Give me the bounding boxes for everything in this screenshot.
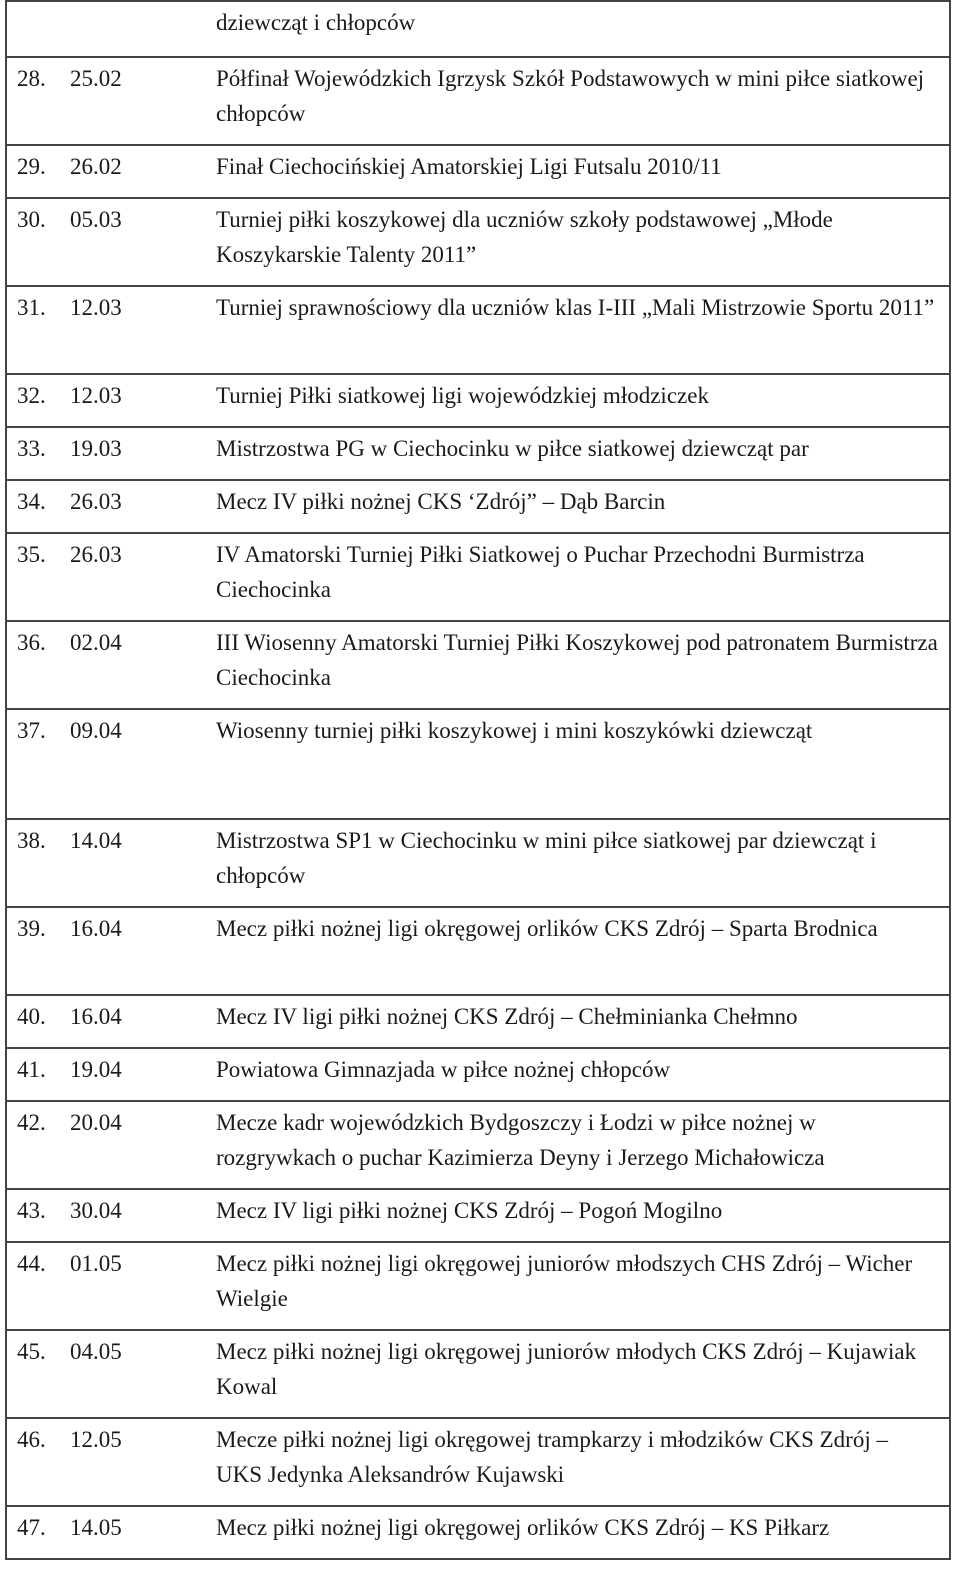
row-number: 36. — [6, 621, 66, 709]
row-date: 16.04 — [66, 907, 206, 995]
row-number: 37. — [6, 709, 66, 819]
row-event-description: Mecz piłki nożnej ligi okręgowej juniorów młodszych CHS Zdrój – Wicher Wielgie — [206, 1242, 950, 1330]
table-row — [6, 907, 950, 995]
events-table — [5, 0, 951, 1560]
table-row — [6, 198, 950, 286]
row-number: 40. — [6, 995, 66, 1048]
row-event-description: Mistrzostwa SP1 w Ciechocinku w mini piłce siatkowej par dziewcząt i chłopców — [206, 819, 950, 907]
row-event-description: Mecze kadr wojewódzkich Bydgoszczy i Łodzi w piłce nożnej w rozgrywkach o puchar Kazimierza Deyny i Jerzego Michałowicza — [206, 1101, 950, 1189]
table-row — [6, 1330, 950, 1418]
row-event-description: Mecz piłki nożnej ligi okręgowej juniorów młodych CKS Zdrój – Kujawiak Kowal — [206, 1330, 950, 1418]
row-event-description: Finał Ciechocińskiej Amatorskiej Ligi Futsalu 2010/11 — [206, 145, 950, 198]
row-date: 19.03 — [66, 427, 206, 480]
table-row — [6, 286, 950, 374]
row-date: 26.02 — [66, 145, 206, 198]
table-row — [6, 374, 950, 427]
row-number: 45. — [6, 1330, 66, 1418]
row-event-description: Turniej Piłki siatkowej ligi wojewódzkiej młodziczek — [206, 374, 950, 427]
row-date: 26.03 — [66, 533, 206, 621]
table-row — [6, 709, 950, 819]
row-date: 26.03 — [66, 480, 206, 533]
row-event-description: Turniej piłki koszykowej dla uczniów szkoły podstawowej „Młode Koszykarskie Talenty 2011” — [206, 198, 950, 286]
row-event-description: Mistrzostwa PG w Ciechocinku w piłce siatkowej dziewcząt par — [206, 427, 950, 480]
row-date: 25.02 — [66, 57, 206, 145]
row-event-description: Półfinał Wojewódzkich Igrzysk Szkół Podstawowych w mini piłce siatkowej chłopców — [206, 57, 950, 145]
row-event-description: Mecz IV ligi piłki nożnej CKS Zdrój – Chełminianka Chełmno — [206, 995, 950, 1048]
row-event-description: IV Amatorski Turniej Piłki Siatkowej o Puchar Przechodni Burmistrza Ciechocinka — [206, 533, 950, 621]
row-number: 44. — [6, 1242, 66, 1330]
row-event-description: Turniej sprawnościowy dla uczniów klas I-III „Mali Mistrzowie Sportu 2011” — [206, 286, 950, 374]
table-row — [6, 1242, 950, 1330]
row-number: 43. — [6, 1189, 66, 1242]
row-date: 12.05 — [66, 1418, 206, 1506]
row-date: 12.03 — [66, 374, 206, 427]
row-date — [66, 1, 206, 57]
row-number: 34. — [6, 480, 66, 533]
table-row — [6, 1189, 950, 1242]
row-number: 29. — [6, 145, 66, 198]
row-number: 35. — [6, 533, 66, 621]
table-row — [6, 1418, 950, 1506]
row-date: 14.05 — [66, 1506, 206, 1559]
row-date: 14.04 — [66, 819, 206, 907]
table-row — [6, 995, 950, 1048]
events-table-body — [6, 1, 950, 1559]
row-number: 47. — [6, 1506, 66, 1559]
row-number: 33. — [6, 427, 66, 480]
row-number: 42. — [6, 1101, 66, 1189]
row-event-description: dziewcząt i chłopców — [206, 1, 950, 57]
row-date: 01.05 — [66, 1242, 206, 1330]
table-row — [6, 819, 950, 907]
row-date: 20.04 — [66, 1101, 206, 1189]
row-date: 12.03 — [66, 286, 206, 374]
table-row — [6, 145, 950, 198]
row-date: 05.03 — [66, 198, 206, 286]
row-event-description: III Wiosenny Amatorski Turniej Piłki Koszykowej pod patronatem Burmistrza Ciechocinka — [206, 621, 950, 709]
table-row — [6, 621, 950, 709]
row-event-description: Wiosenny turniej piłki koszykowej i mini koszykówki dziewcząt — [206, 709, 950, 819]
row-number: 31. — [6, 286, 66, 374]
row-event-description: Mecz IV piłki nożnej CKS ‘Zdrój” – Dąb Barcin — [206, 480, 950, 533]
row-number: 41. — [6, 1048, 66, 1101]
row-event-description: Mecz piłki nożnej ligi okręgowej orlików CKS Zdrój – Sparta Brodnica — [206, 907, 950, 995]
row-date: 19.04 — [66, 1048, 206, 1101]
table-row — [6, 1048, 950, 1101]
table-row — [6, 1101, 950, 1189]
row-number: 32. — [6, 374, 66, 427]
table-row — [6, 533, 950, 621]
table-row — [6, 1, 950, 57]
row-event-description: Mecz piłki nożnej ligi okręgowej orlików CKS Zdrój – KS Piłkarz — [206, 1506, 950, 1559]
table-row — [6, 57, 950, 145]
row-number: 30. — [6, 198, 66, 286]
row-number: 28. — [6, 57, 66, 145]
table-row — [6, 1506, 950, 1559]
row-date: 30.04 — [66, 1189, 206, 1242]
row-event-description: Mecze piłki nożnej ligi okręgowej trampkarzy i młodzików CKS Zdrój – UKS Jedynka Aleksandrów Kujawski — [206, 1418, 950, 1506]
row-number: 38. — [6, 819, 66, 907]
row-date: 09.04 — [66, 709, 206, 819]
table-row — [6, 427, 950, 480]
row-date: 02.04 — [66, 621, 206, 709]
table-row — [6, 480, 950, 533]
row-number — [6, 1, 66, 57]
row-date: 04.05 — [66, 1330, 206, 1418]
row-number: 39. — [6, 907, 66, 995]
row-number: 46. — [6, 1418, 66, 1506]
row-event-description: Powiatowa Gimnazjada w piłce nożnej chłopców — [206, 1048, 950, 1101]
row-date: 16.04 — [66, 995, 206, 1048]
row-event-description: Mecz IV ligi piłki nożnej CKS Zdrój – Pogoń Mogilno — [206, 1189, 950, 1242]
